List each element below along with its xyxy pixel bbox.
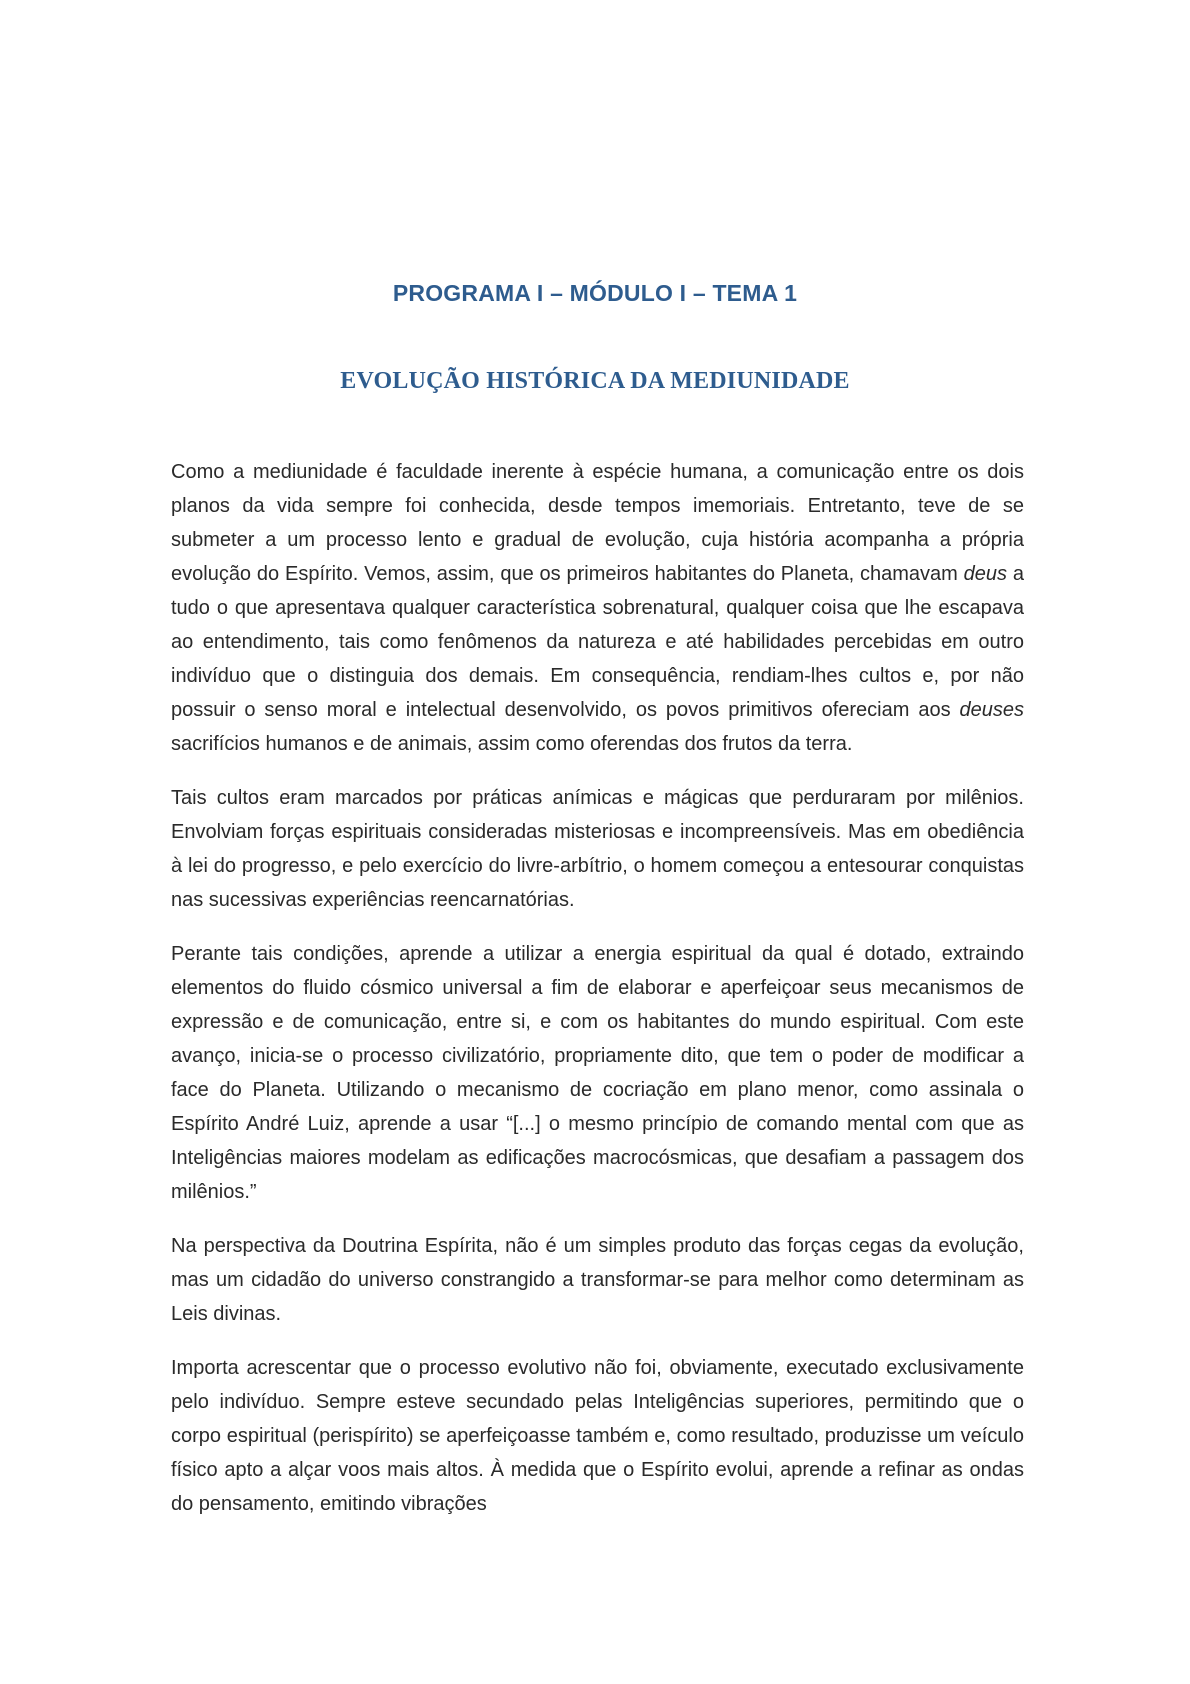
program-heading: PROGRAMA I – MÓDULO I – TEMA 1 xyxy=(392,280,798,306)
paragraph-4: Na perspectiva da Doutrina Espírita, não é um simples produto das forças cegas da evolução, mas um cidadão do universo constrangido a transformar-se para melhor como determinam as Leis divinas. xyxy=(171,1235,1024,1325)
paragraph-1-text-c: sacrifícios humanos e de animais, assim como oferendas dos frutos da terra. xyxy=(171,733,853,755)
paragraph-1-text-a: Como a mediunidade é faculdade inerente à espécie humana, a comunicação entre os dois planos da vida sempre foi conhecida, desde tempos imemoriais. Entretanto, teve de se submeter a um processo lento e gradual de evolução, cuja história acompanha a própria evolução do Espírito. Vemos, assim, que os primeiros habitantes do Planeta, chamavam xyxy=(171,461,1024,585)
emphasis-deus: deus xyxy=(963,563,1008,585)
body-text xyxy=(171,455,1024,1541)
paragraph-3: Perante tais condições, aprende a utilizar a energia espiritual da qual é dotado, extraindo elementos do fluido cósmico universal a fim de elaborar e aperfeiçoar seus mecanismos de expressão e de comunicação, entre si, e com os habitantes do mundo espiritual. Com este avanço, inicia-se o processo civilizatório, propriamente dito, que tem o poder de modificar a face do Planeta. Utilizando o mecanismo de cocriação em plano menor, como assinala o Espírito André Luiz, aprende a usar “[...] o mesmo princípio de comando mental com que as Inteligências maiores modelam as edificações macrocósmicas, que desafiam a passagem dos milênios.” xyxy=(171,943,1024,1203)
paragraph-2: Tais cultos eram marcados por práticas anímicas e mágicas que perduraram por milênios. Envolviam forças espirituais consideradas misteriosas e incompreensíveis. Mas em obediência à lei do progresso, e pelo exercício do livre-arbítrio, o homem começou a entesourar conquistas nas sucessivas experiências reencarnatórias. xyxy=(171,787,1024,911)
emphasis-deuses: deuses xyxy=(959,699,1024,721)
paragraph-5: Importa acrescentar que o processo evolutivo não foi, obviamente, executado exclusivamente pelo indivíduo. Sempre esteve secundado pelas Inteligências superiores, permitindo que o corpo espiritual (perispírito) se aperfeiçoasse também e, como resultado, produzisse um veículo físico apto a alçar voos mais altos. À medida que o Espírito evolui, aprende a refinar as ondas do pensamento, emitindo vibrações xyxy=(171,1357,1024,1515)
paragraph-1 xyxy=(171,455,1024,761)
document-title: EVOLUÇÃO HISTÓRICA DA MEDIUNIDADE xyxy=(340,368,850,394)
paragraph-1-text-b: a tudo o que apresentava qualquer característica sobrenatural, qualquer coisa que lhe escapava ao entendimento, tais como fenômenos da natureza e até habilidades percebidas em outro indivíduo que o distinguia dos demais. Em consequência, rendiam-lhes cultos e, por não possuir o senso moral e intelectual desenvolvido, os povos primitivos ofereciam aos xyxy=(171,563,1025,721)
